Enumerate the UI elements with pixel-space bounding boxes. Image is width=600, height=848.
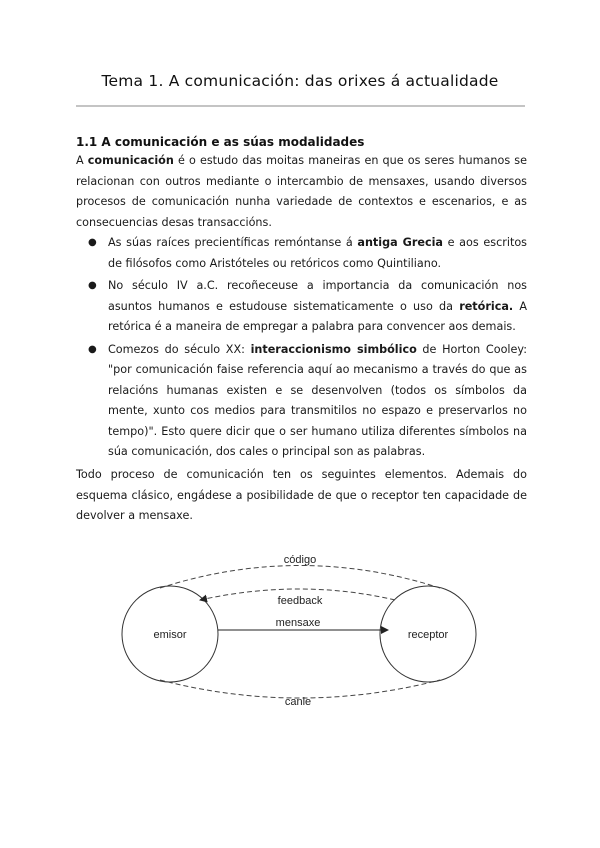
page-title: Tema 1. A comunicación: das orixes á actualidade [101,72,499,90]
intro-paragraph [76,151,527,233]
bullet-icon: ● [88,237,97,248]
bullet-icon: ● [88,343,97,355]
closing-paragraph: Todo proceso de comunicación ten os seguintes elementos. Ademais do esquema clásico, engádese a posibilidade de que o receptor ten capacidade de devolver a mensaxe. [76,468,527,522]
section-heading: 1.1 A comunicación e as súas modalidades [76,135,365,149]
canle-label: canle [284,696,312,708]
codigo-label: código [283,554,317,566]
emisor-label: emisor [153,629,187,641]
receptor-label: receptor [407,629,449,641]
intro-text-post: é o estudo das moitas maneiras en que os seres humanos se relacionan con outros mediante o intercambio de mensaxes, usando diversos procesos de comunicación nunha variedade de contextos e escenarios, e as consecuencias desas transaccións. [76,154,527,229]
codigo-arc [160,566,440,589]
feedback-label: feedback [277,595,323,607]
intro-text-bold: comunicación [87,154,174,167]
list-item: ● As súas raíces precientíficas remóntanse á antiga Grecia e aos escritos de filósofos como Aristóteles ou retóricos como Quintiliano. [76,233,527,274]
title-divider [76,105,525,107]
communication-diagram [120,548,480,718]
list-item: ● Comezos do século XX: interaccionismo simbólico de Horton Cooley: "por comunicación faise referencia aquí ao mecanismo a través do que as relacións humanas existen e se desenvolven (todos os símbolos da mente, xunto cos medios para transmitilos no espazo e preservarlos no tempo)". Esto quere dicir que o ser humano utiliza diferentes símbolos na súa comunicación, dos cales o principal son as palabras. [76,340,527,463]
bullet-icon: ● [88,280,97,291]
mensaxe-label: mensaxe [275,617,321,629]
list-item: ● No século IV a.C. recoñeceuse a importancia da comunicación nos asuntos humanos e estudouse sistematicamente o uso da retórica. A retórica é a maneira de empregar a palabra para convencer aos demais. [76,276,527,338]
intro-text-pre: A [76,154,88,167]
bullet-list [76,233,527,465]
